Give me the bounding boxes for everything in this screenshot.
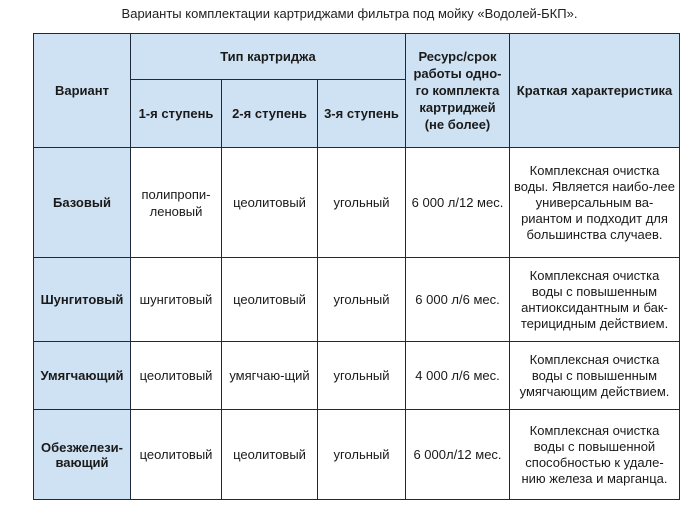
- table-row: [34, 342, 680, 410]
- row-resource: 6 000 л/12 мес.: [406, 148, 510, 258]
- row-variant: Умягчающий: [34, 342, 131, 410]
- row-variant: Шунгитовый: [34, 258, 131, 342]
- header-stage-3: 3-я ступень: [318, 80, 406, 148]
- row-variant: Обезжелези-вающий: [34, 410, 131, 500]
- row-summary: Комплексная очистка воды. Является наибо-лее универсальным ва-риантом и подходит для большинства случаев.: [510, 148, 680, 258]
- cartridge-variants-table: [33, 33, 680, 500]
- row-stage-1: шунгитовый: [131, 258, 222, 342]
- header-stage-2: 2-я ступень: [222, 80, 318, 148]
- row-stage-3: угольный: [318, 342, 406, 410]
- header-stage-1: 1-я ступень: [131, 80, 222, 148]
- header-row-1: [34, 34, 680, 80]
- row-resource: 4 000 л/6 мес.: [406, 342, 510, 410]
- header-resource: Ресурс/срок работы одно-го комплекта картриджей (не более): [406, 34, 510, 148]
- row-stage-1: цеолитовый: [131, 342, 222, 410]
- table-row: [34, 258, 680, 342]
- row-stage-2: цеолитовый: [222, 258, 318, 342]
- row-resource: 6 000л/12 мес.: [406, 410, 510, 500]
- row-stage-2: цеолитовый: [222, 410, 318, 500]
- row-summary: Комплексная очистка воды с повышенным умягчающим действием.: [510, 342, 680, 410]
- table-row: [34, 410, 680, 500]
- row-stage-3: угольный: [318, 410, 406, 500]
- row-variant: Базовый: [34, 148, 131, 258]
- row-resource: 6 000 л/6 мес.: [406, 258, 510, 342]
- row-stage-2: умягчаю-щий: [222, 342, 318, 410]
- row-stage-3: угольный: [318, 148, 406, 258]
- header-variant: Вариант: [34, 34, 131, 148]
- row-summary: Комплексная очистка воды с повышенной способностью к удале-нию железа и марганца.: [510, 410, 680, 500]
- table-caption: Варианты комплектации картриджами фильтра под мойку «Водолей-БКП».: [121, 6, 578, 21]
- header-summary: Краткая характеристика: [510, 34, 680, 148]
- table-row: [34, 148, 680, 258]
- row-stage-1: полипропи-леновый: [131, 148, 222, 258]
- row-stage-1: цеолитовый: [131, 410, 222, 500]
- header-cartridge-type: Тип картриджа: [131, 34, 406, 80]
- row-stage-3: угольный: [318, 258, 406, 342]
- row-summary: Комплексная очистка воды с повышенным антиоксидантным и бак-терицидным действием.: [510, 258, 680, 342]
- row-stage-2: цеолитовый: [222, 148, 318, 258]
